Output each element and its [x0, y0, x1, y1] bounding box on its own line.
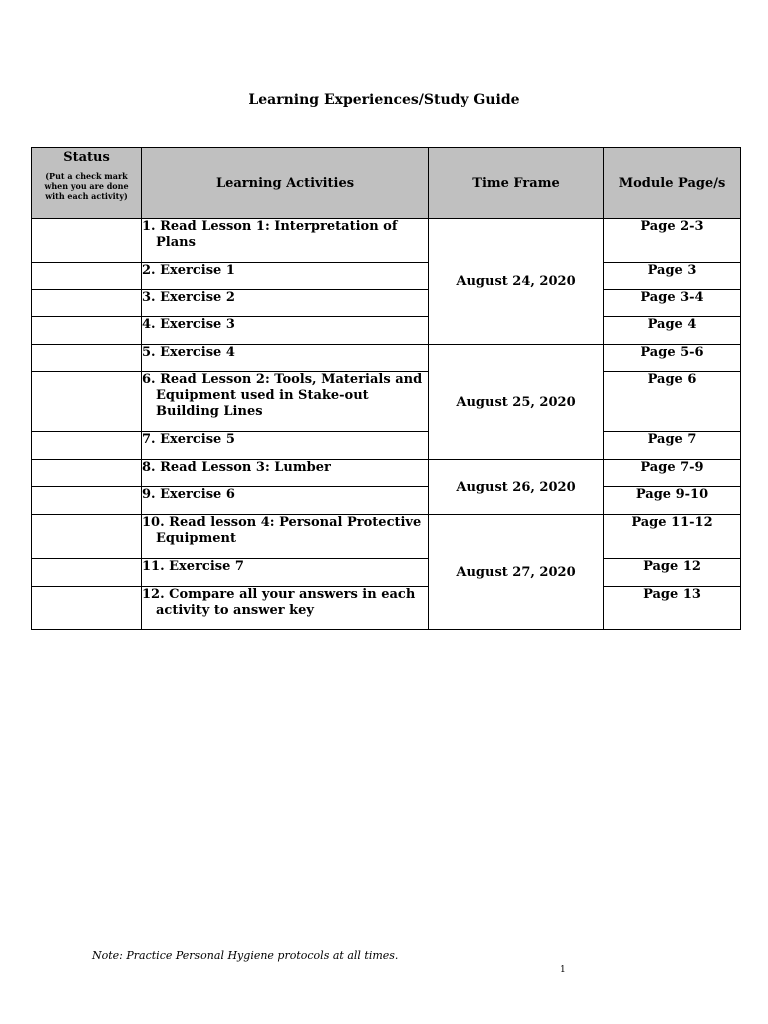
activity-cell — [142, 372, 429, 432]
status-column-header — [32, 148, 142, 219]
module-page-cell: Page 3 — [604, 263, 741, 290]
activity-text: 7. Exercise 5 — [142, 432, 235, 447]
activity-cell — [142, 587, 429, 630]
activity-cell — [142, 460, 429, 487]
table-row — [32, 263, 741, 290]
status-checkbox-cell[interactable] — [32, 372, 142, 432]
page-number: 1 — [560, 965, 566, 975]
module-page-cell: Page 9-10 — [604, 487, 741, 515]
activity-cell — [142, 290, 429, 317]
study-guide-table — [31, 147, 741, 630]
time-frame-cell: August 26, 2020 — [429, 460, 604, 515]
table-row — [32, 559, 741, 587]
module-page-cell: Page 3-4 — [604, 290, 741, 317]
activity-cell — [142, 432, 429, 460]
activity-text: 8. Read Lesson 3: Lumber — [142, 460, 331, 475]
activity-text: 4. Exercise 3 — [142, 317, 235, 332]
activity-cell — [142, 263, 429, 290]
status-checkbox-cell[interactable] — [32, 219, 142, 263]
activity-text: 10. Read lesson 4: Personal Protective Equipment — [142, 515, 422, 546]
time-frame-cell: August 25, 2020 — [429, 345, 604, 460]
activity-cell — [142, 317, 429, 345]
status-checkbox-cell[interactable] — [32, 290, 142, 317]
table-header-row — [32, 148, 741, 219]
status-checkbox-cell[interactable] — [32, 559, 142, 587]
module-page-cell: Page 7 — [604, 432, 741, 460]
activity-cell — [142, 487, 429, 515]
footer-note: Note: Practice Personal Hygiene protocols at all times. — [92, 949, 399, 962]
table-row — [32, 290, 741, 317]
status-checkbox-cell[interactable] — [32, 432, 142, 460]
activities-column-header: Learning Activities — [142, 148, 429, 219]
status-checkbox-cell[interactable] — [32, 460, 142, 487]
activity-text: 1. Read Lesson 1: Interpretation of Plans — [142, 219, 398, 250]
module-page-cell: Page 11-12 — [604, 515, 741, 559]
page-title: Learning Experiences/Study Guide — [248, 92, 520, 108]
activity-text: 11. Exercise 7 — [142, 559, 244, 574]
status-header-label: Status — [63, 150, 110, 165]
table-row — [32, 219, 741, 263]
table-row — [32, 432, 741, 460]
table-row — [32, 317, 741, 345]
status-header-note: (Put a check mark when you are done with each activity) — [44, 171, 129, 201]
table-row — [32, 372, 741, 432]
time-frame-cell: August 24, 2020 — [429, 219, 604, 345]
activity-text: 2. Exercise 1 — [142, 263, 235, 278]
activity-text: 12. Compare all your answers in each activity to answer key — [142, 587, 416, 618]
activity-text: 6. Read Lesson 2: Tools, Materials and Equipment used in Stake-out Building Lines — [142, 372, 423, 419]
module-page-cell: Page 4 — [604, 317, 741, 345]
status-checkbox-cell[interactable] — [32, 345, 142, 372]
table-row — [32, 345, 741, 372]
time-frame-cell: August 27, 2020 — [429, 515, 604, 630]
activity-cell — [142, 219, 429, 263]
activity-text: 5. Exercise 4 — [142, 345, 235, 360]
activity-text: 9. Exercise 6 — [142, 487, 235, 502]
module-page-cell: Page 12 — [604, 559, 741, 587]
activity-text: 3. Exercise 2 — [142, 290, 235, 305]
status-checkbox-cell[interactable] — [32, 263, 142, 290]
activity-cell — [142, 515, 429, 559]
table-row — [32, 487, 741, 515]
activity-cell — [142, 559, 429, 587]
status-checkbox-cell[interactable] — [32, 587, 142, 630]
table-row — [32, 460, 741, 487]
status-checkbox-cell[interactable] — [32, 515, 142, 559]
module-page-cell: Page 13 — [604, 587, 741, 630]
status-checkbox-cell[interactable] — [32, 487, 142, 515]
time-frame-column-header: Time Frame — [429, 148, 604, 219]
table-row — [32, 587, 741, 630]
module-page-cell: Page 6 — [604, 372, 741, 432]
module-pages-column-header: Module Page/s — [604, 148, 741, 219]
module-page-cell: Page 5-6 — [604, 345, 741, 372]
status-checkbox-cell[interactable] — [32, 317, 142, 345]
table-row — [32, 515, 741, 559]
activity-cell — [142, 345, 429, 372]
module-page-cell: Page 2-3 — [604, 219, 741, 263]
module-page-cell: Page 7-9 — [604, 460, 741, 487]
